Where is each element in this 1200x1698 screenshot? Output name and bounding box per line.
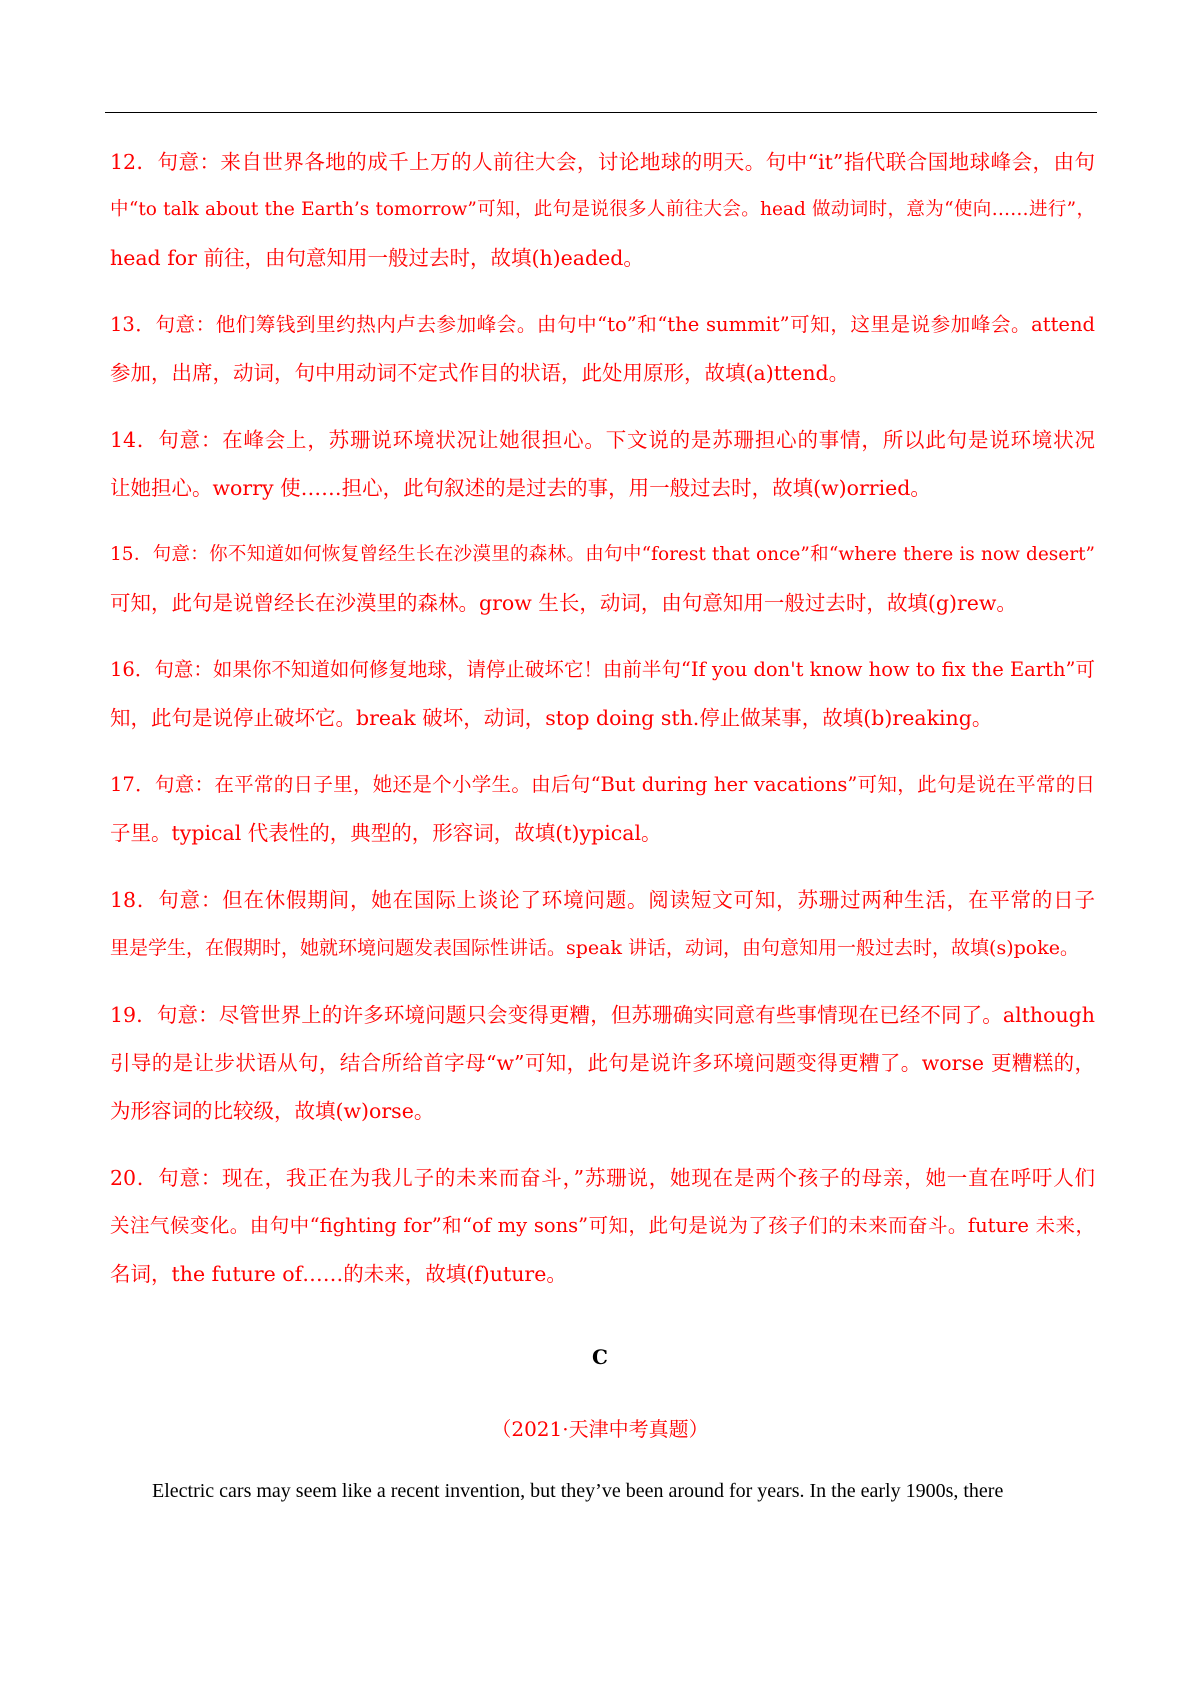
explanation-line: 15．句意：你不知道如何恢复曾经生长在沙漠里的森林。由句中“forest that once”和“where there is now desert” <box>110 544 1095 565</box>
explanation-entry <box>110 991 1095 1135</box>
passage-first-line: Electric cars may seem like a recent invention, but they’ve been around for years. In the early 1900s, there <box>152 1480 1004 1502</box>
section-heading: C <box>592 1345 608 1369</box>
exam-source: （2021·天津中考真题） <box>491 1417 709 1441</box>
answer-explanations <box>110 138 1095 1317</box>
explanation-entry <box>110 876 1095 972</box>
explanation-line: 子里。typical 代表性的，典型的，形容词，故填(t)ypical。 <box>110 821 662 845</box>
explanation-line: 12．句意：来自世界各地的成千上万的人前往大会，讨论地球的明天。句中“it”指代联合国地球峰会，由句 <box>110 150 1095 174</box>
explanation-line: 可知，此句是说曾经长在沙漠里的森林。grow 生长，动词，由句意知用一般过去时，故填(g)rew。 <box>110 591 1017 615</box>
explanation-line: 17．句意：在平常的日子里，她还是个小学生。由后句“But during her vacations”可知，此句是说在平常的日 <box>110 773 1095 796</box>
explanation-line: 名词，the future of……的未来，故填(f)uture。 <box>110 1262 567 1286</box>
explanation-entry <box>110 761 1095 857</box>
explanation-line: 关注气候变化。由句中“fighting for”和“of my sons”可知，此句是说为了孩子们的未来而奋斗。future 未来， <box>110 1214 1095 1237</box>
explanation-line: 里是学生，在假期时，她就环境问题发表国际性讲话。speak 讲话，动词，由句意知用一般过去时，故填(s)poke。 <box>110 937 1079 959</box>
explanation-line: 18．句意：但在休假期间，她在国际上谈论了环境问题。阅读短文可知，苏珊过两种生活，在平常的日子 <box>110 888 1095 912</box>
explanation-entry <box>110 1154 1095 1298</box>
explanation-entry <box>110 301 1095 397</box>
explanation-line: 19．句意：尽管世界上的许多环境问题只会变得更糟，但苏珊确实同意有些事情现在已经不同了。although <box>110 1003 1095 1027</box>
explanation-line: 14．句意：在峰会上，苏珊说环境状况让她很担心。下文说的是苏珊担心的事情，所以此句是说环境状况 <box>110 428 1095 452</box>
explanation-line: 知，此句是说停止破坏它。break 破坏，动词，stop doing sth.停止做某事，故填(b)reaking。 <box>110 706 993 730</box>
explanation-line: 20．句意：现在，我正在为我儿子的未来而奋斗，”苏珊说，她现在是两个孩子的母亲，她一直在呼吁人们 <box>110 1166 1095 1190</box>
explanation-entry <box>110 531 1095 627</box>
explanation-line: 让她担心。worry 使……担心，此句叙述的是过去的事，用一般过去时，故填(w)orried。 <box>110 476 931 500</box>
explanation-line: 中“to talk about the Earth’s tomorrow”可知，此句是说很多人前往大会。head 做动词时，意为“使向……进行”， <box>110 199 1095 220</box>
explanation-entry <box>110 138 1095 282</box>
explanation-line: 13．句意：他们筹钱到里约热内卢去参加峰会。由句中“to”和“the summit”可知，这里是说参加峰会。attend <box>110 313 1095 336</box>
explanation-line: 16．句意：如果你不知道如何修复地球，请停止破坏它！由前半句“If you don't know how to fix the Earth”可 <box>110 658 1095 681</box>
explanation-line: head for 前往，由句意知用一般过去时，故填(h)eaded。 <box>110 246 644 270</box>
explanation-entry <box>110 416 1095 512</box>
explanation-entry <box>110 646 1095 742</box>
explanation-line: 参加，出席，动词，句中用动词不定式作目的状语，此处用原形，故填(a)ttend。 <box>110 361 850 385</box>
explanation-line: 引导的是让步状语从句，结合所给首字母“w”可知，此句是说许多环境问题变得更糟了。worse 更糟糕的， <box>110 1051 1095 1075</box>
header-rule <box>105 112 1097 113</box>
explanation-line: 为形容词的比较级，故填(w)orse。 <box>110 1099 435 1123</box>
